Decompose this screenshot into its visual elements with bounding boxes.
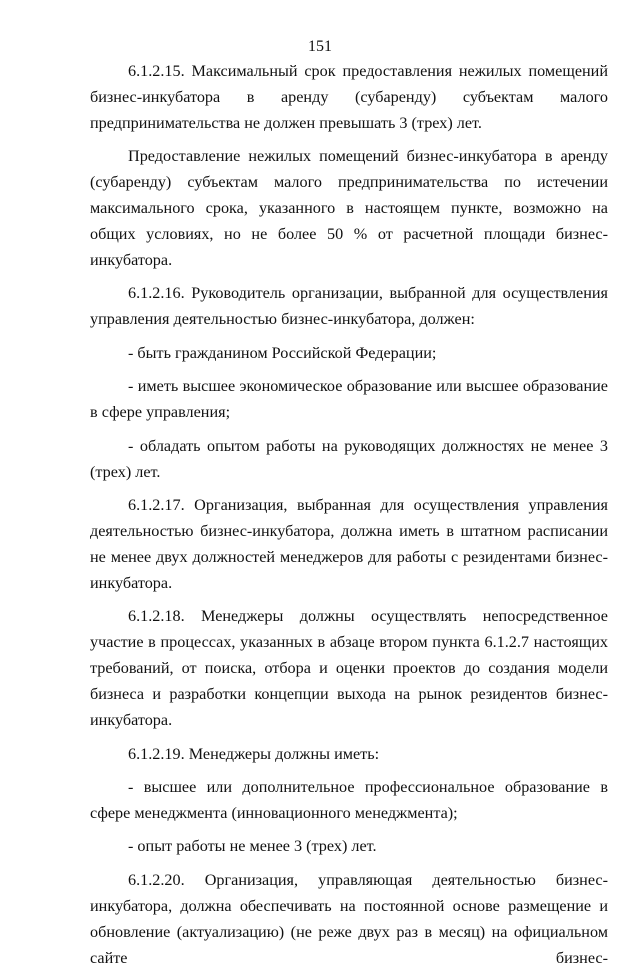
paragraph-6-1-2-18: 6.1.2.18. Менеджеры должны осуществлять непосредственное участие в процессах, указанных в абзаце втором пункта 6.1.2.7 настоящих требований, от поиска, отбора и оценки проектов до создания модели бизнеса и разработки концепции выхода на рынок резидентов бизнес-инкубатора. — [90, 607, 608, 729]
paragraph-6-1-2-19: 6.1.2.19. Менеджеры должны иметь: — [128, 744, 380, 763]
paragraph-6-1-2-16: 6.1.2.16. Руководитель организации, выбранной для осуществления управления деятельностью бизнес-инкубатора, должен: — [90, 284, 608, 329]
list-item-experience: - обладать опытом работы на руководящих должностях не менее 3 (трех) лет. — [90, 436, 608, 481]
paragraph-6-1-2-20: 6.1.2.20. Организация, управляющая деятельностью бизнес-инкубатора, должна обеспечивать на постоянной основе размещение и обновление (актуализацию) (не реже двух раз в месяц) на официальном сайте бизнес- — [90, 870, 608, 967]
paragraph-6-1-2-15: 6.1.2.15. Максимальный срок предоставления нежилых помещений бизнес-инкубатора в аренду (субаренду) субъектам малого предпринимательства не должен превышать 3 (трех) лет. — [90, 62, 608, 132]
page-number: 151 — [308, 38, 332, 55]
paragraph-6-1-2-17: 6.1.2.17. Организация, выбранная для осуществления управления деятельностью бизнес-инкубатора, должна иметь в штатном расписании не менее двух должностей менеджеров для работы с резидентами бизнес-инкубатора. — [90, 496, 608, 592]
list-item-education: - иметь высшее экономическое образование или высшее образование в сфере управления; — [90, 377, 608, 422]
list-item-citizenship: - быть гражданином Российской Федерации; — [128, 343, 437, 362]
paragraph-provision-premises: Предоставление нежилых помещений бизнес-инкубатора в аренду (субаренду) субъектам малого предпринимательства по истечении максимального срока, указанного в настоящем пункте, возможно на общих условиях, но не более 50 % от расчетной площади бизнес-инкубатора. — [90, 147, 608, 269]
list-item-manager-experience: - опыт работы не менее 3 (трех) лет. — [128, 837, 377, 856]
document-body — [90, 59, 608, 979]
list-item-manager-education: - высшее или дополнительное профессиональное образование в сфере менеджмента (инновационного менеджмента); — [90, 778, 608, 822]
